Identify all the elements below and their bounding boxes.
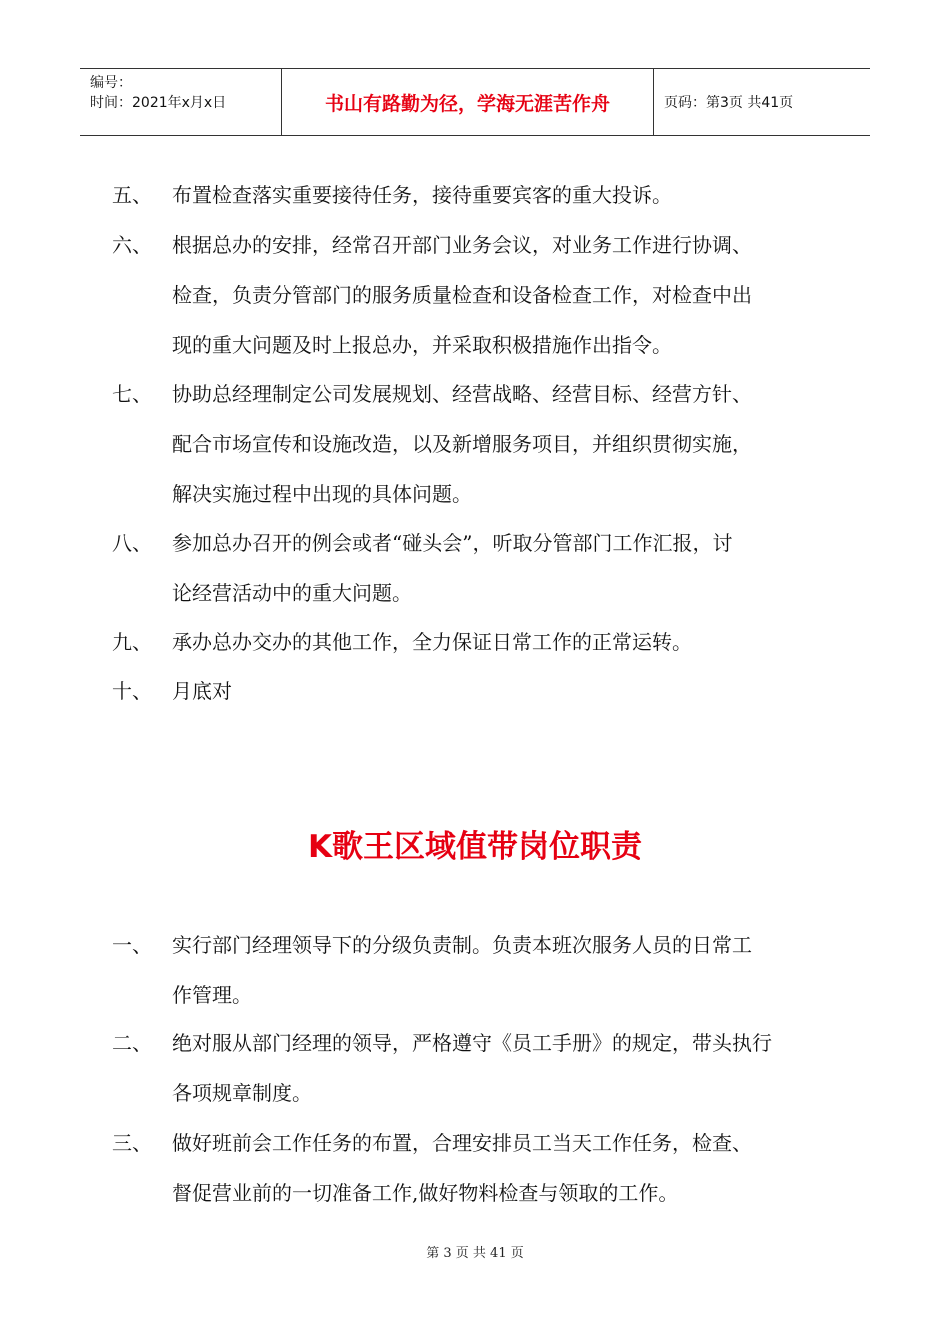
item-line: 月底对 — [172, 679, 232, 703]
page-footer: 第 3 页 共 41 页 — [426, 1246, 524, 1261]
item-line: 配合市场宣传和设施改造，以及新增服务项目，并组织贯彻实施， — [172, 432, 752, 456]
document-number: 编号： — [90, 75, 132, 91]
item-line: 论经营活动中的重大问题。 — [172, 581, 412, 605]
section-title: K歌王区域值带岗位职责 — [307, 829, 643, 865]
item-text — [172, 220, 842, 370]
item-number: 六、 — [112, 233, 152, 257]
item-line: 根据总办的安排，经常召开部门业务会议，对业务工作进行协调、 — [172, 233, 752, 257]
page-header — [80, 68, 870, 136]
item-number: 八、 — [112, 531, 152, 555]
item-text — [172, 518, 842, 618]
item-number: 二、 — [112, 1031, 152, 1055]
item-line: 参加总办召开的例会或者“碰头会”，听取分管部门工作汇报，讨 — [172, 531, 733, 555]
item-text — [172, 920, 842, 1020]
item-text — [172, 170, 842, 220]
item-number: 九、 — [112, 630, 152, 654]
item-number: 一、 — [112, 933, 152, 957]
item-line: 现的重大问题及时上报总办，并采取积极措施作出指令。 — [172, 333, 672, 357]
item-text — [172, 1018, 842, 1118]
item-line: 绝对服从部门经理的领导，严格遵守《员工手册》的规定，带头执行 — [172, 1031, 772, 1055]
item-number: 七、 — [112, 382, 152, 406]
item-number: 三、 — [112, 1131, 152, 1155]
document-time: 时间：2021年x月x日 — [90, 95, 227, 111]
item-text — [172, 369, 842, 519]
item-line: 督促营业前的一切准备工作,做好物料检查与领取的工作。 — [172, 1181, 679, 1205]
item-text — [172, 617, 842, 667]
item-number: 十、 — [112, 679, 152, 703]
header-motto: 书山有路勤为径，学海无涯苦作舟 — [282, 69, 654, 135]
item-line: 承办总办交办的其他工作，全力保证日常工作的正常运转。 — [172, 630, 692, 654]
item-text — [172, 1118, 842, 1218]
item-line: 实行部门经理领导下的分级负责制。负责本班次服务人员的日常工 — [172, 933, 752, 957]
header-page-info: 页码：第3页 共41页 — [664, 95, 794, 111]
item-number: 五、 — [112, 183, 152, 207]
item-line: 作管理。 — [172, 983, 252, 1007]
item-line: 做好班前会工作任务的布置，合理安排员工当天工作任务，检查、 — [172, 1131, 752, 1155]
item-text — [172, 666, 842, 716]
item-line: 检查，负责分管部门的服务质量检查和设备检查工作，对检查中出 — [172, 283, 752, 307]
item-line: 布置检查落实重要接待任务，接待重要宾客的重大投诉。 — [172, 183, 672, 207]
item-line: 各项规章制度。 — [172, 1081, 312, 1105]
item-line: 协助总经理制定公司发展规划、经营战略、经营目标、经营方针、 — [172, 382, 752, 406]
item-line: 解决实施过程中出现的具体问题。 — [172, 482, 472, 506]
header-meta — [80, 69, 282, 135]
